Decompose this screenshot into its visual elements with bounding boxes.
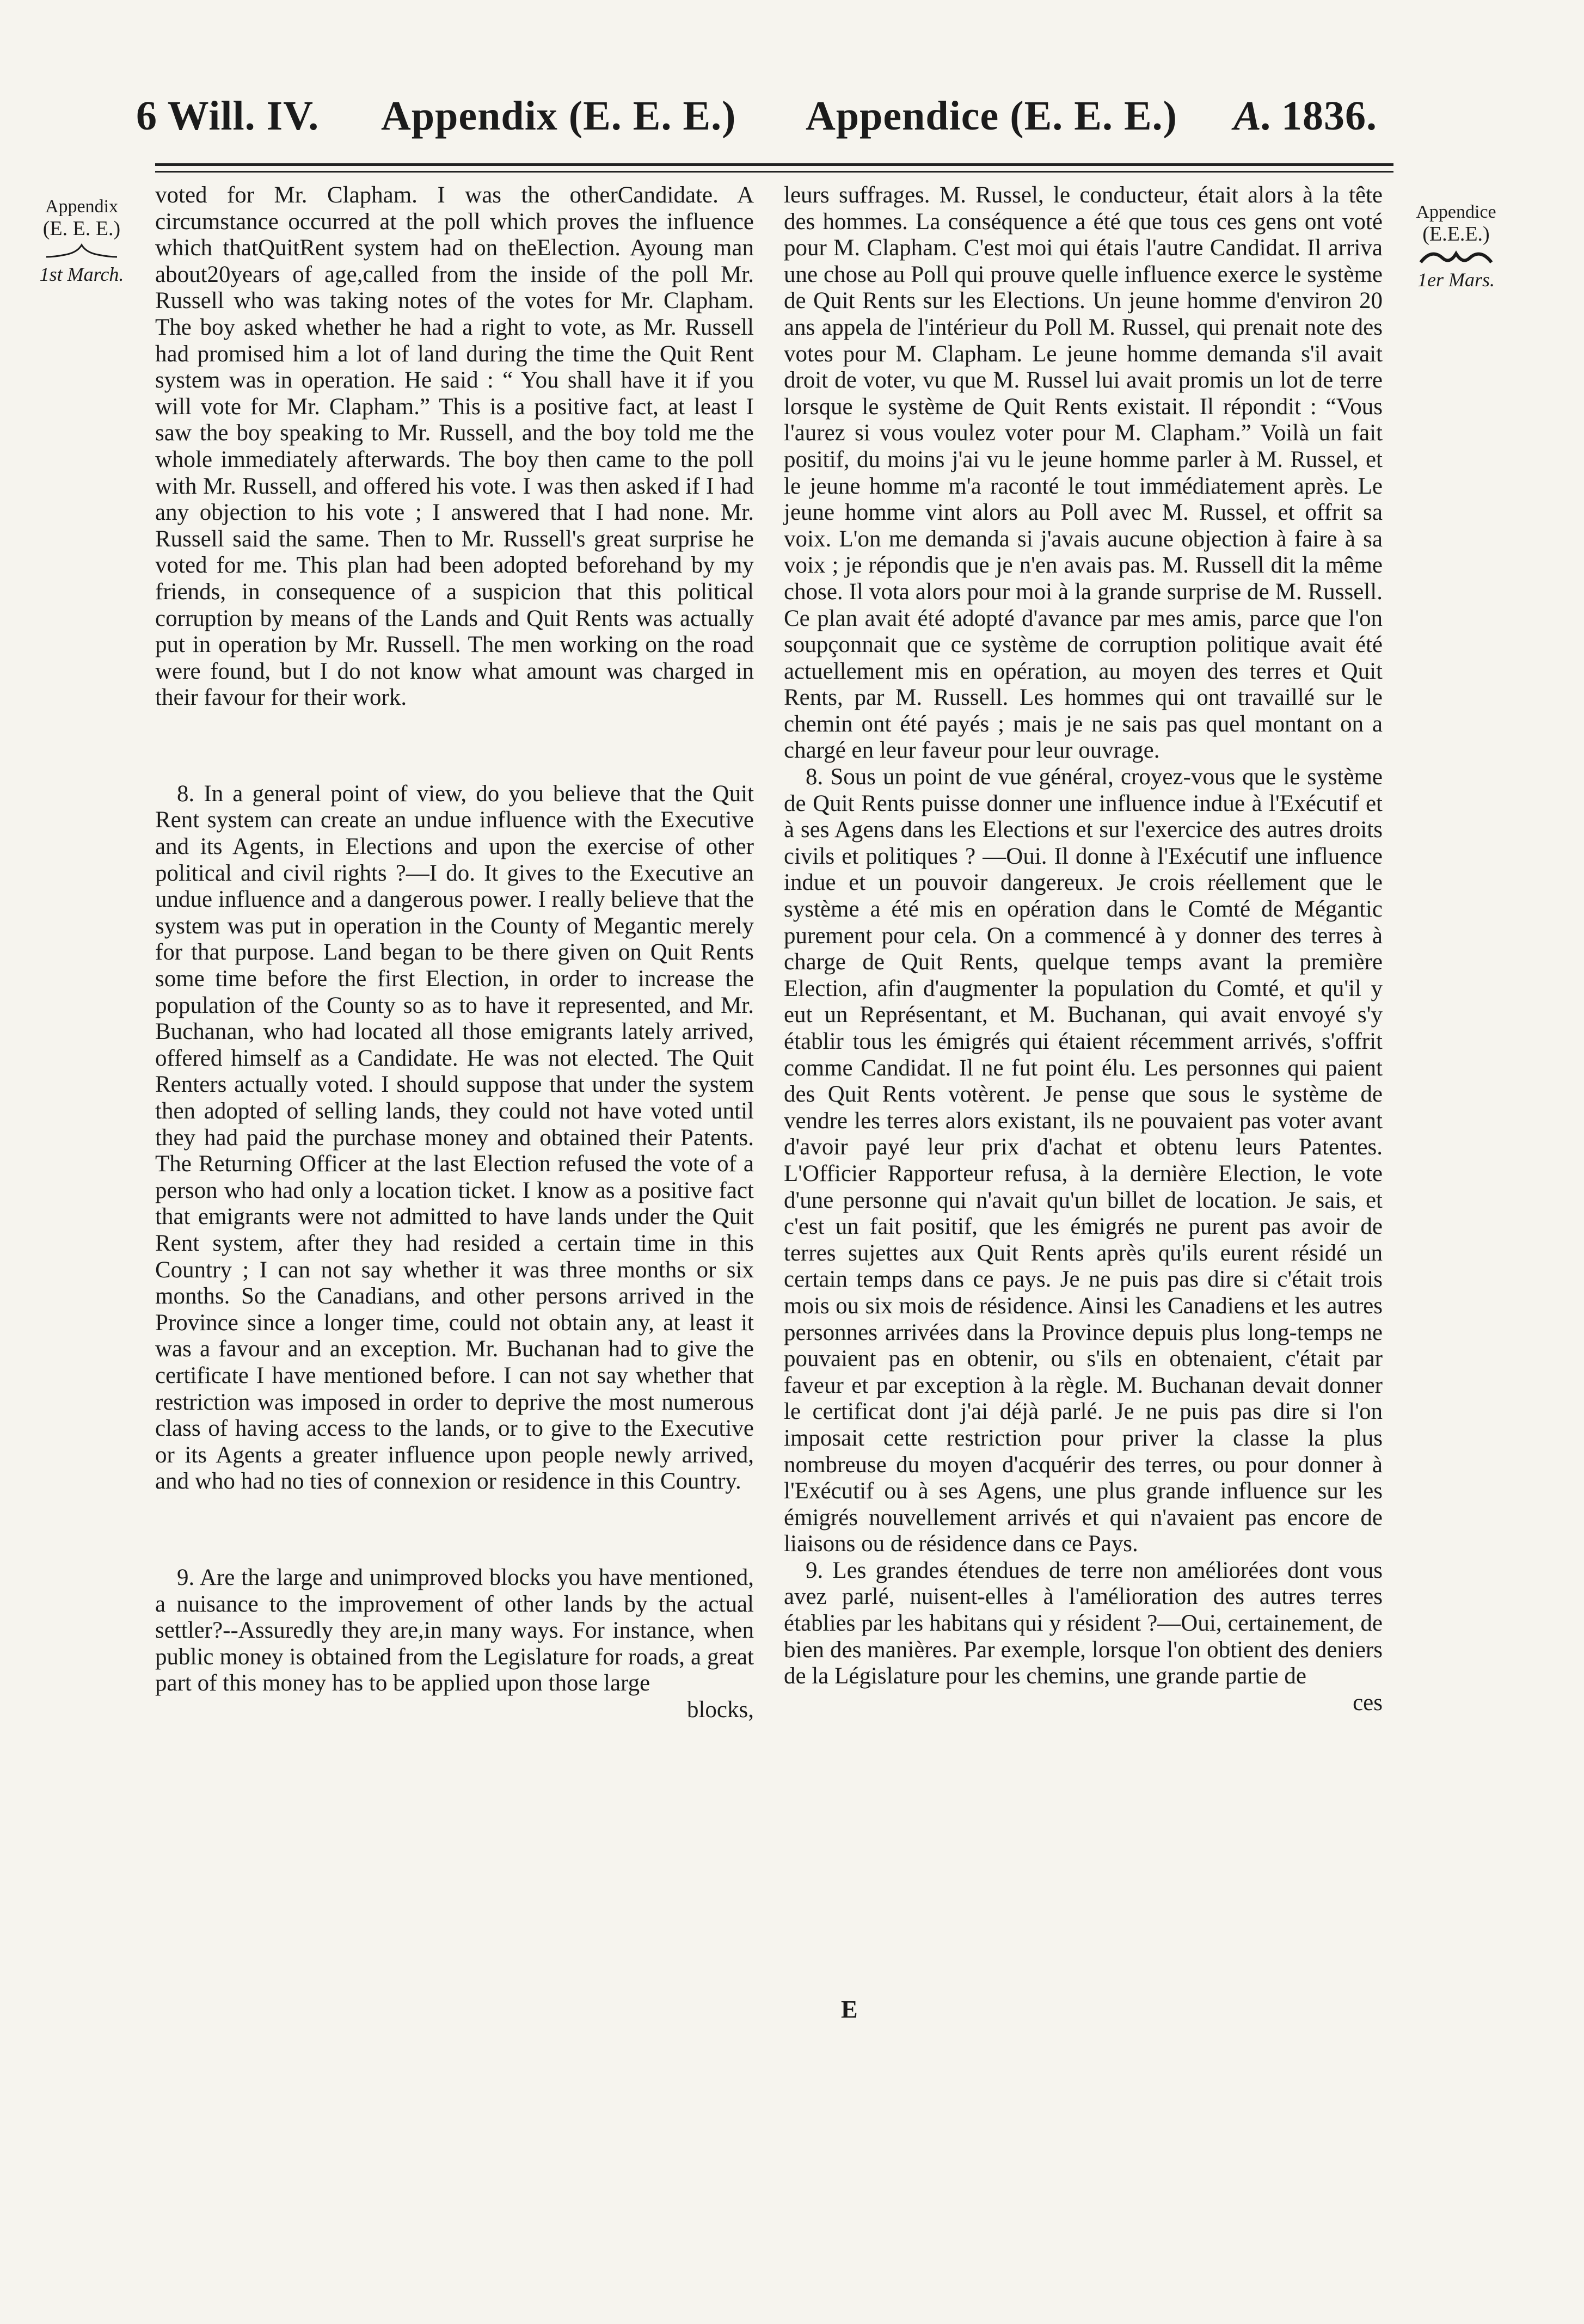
english-column: [155, 182, 754, 1723]
right-margin-date: 1er Mars.: [1417, 269, 1495, 291]
english-paragraph-continued: voted for Mr. Clapham. I was the otherCandidate. A circumstance occurred at the poll which proves the influence which thatQuitRent system had on theElection. Ayoung man about20years of age,called from the inside of the poll Mr. Russell who was taking notes of the votes for Mr. Clapham. The boy asked whether he had a right to vote, as Mr. Russell had promised him a lot of land during the time the Quit Rent system was in operation. He said : “ You shall have it if you will vote for Mr. Clapham.” This is a positive fact, at least I saw the boy speaking to Mr. Russell, and the boy told me the whole immediately afterwards. The boy then came to the poll with Mr. Russell, and offered his vote. I was then asked if I had any objection to his vote ; I answered that I had none. Mr. Russell said the same. Then to Mr. Russell's great surprise he voted for me. This plan had been adopted beforehand by my friends, in consequence of a suspicion that this political corruption by means of the Lands and Quit Rents was actually put in operation by Mr. Russell. The men working on the road were found, but I do not know what amount was charged in their favour for their work.: [155, 182, 754, 711]
swash-icon: [1418, 246, 1494, 268]
header-rule-thick: [155, 163, 1393, 166]
french-column: [784, 182, 1383, 1716]
french-paragraph-continued: leurs suffrages. M. Russel, le conducteur, était alors à la tête des hommes. La conséquence a été que tous ces gens ont voté pour M. Clapham. C'est moi qui étais l'autre Candidat. Il arriva une chose au Poll qui prouve quelle influence exerce le système de Quit Rents sur les Elections. Un jeune homme d'environ 20 ans appela de l'intérieur du Poll M. Russel, qui prenait note des votes pour M. Clapham. Le jeune homme demanda s'il avait droit de voter, vu que M. Russel lui avait promis un lot de terre lorsque le système de Quit Rents existait. Il répondit : “Vous l'aurez si vous voulez voter pour M. Clapham.” Voilà un fait positif, du moins j'ai vu le jeune homme parler à M. Russel, et le jeune homme m'a raconté le tout immédiatement après. Le jeune homme vint alors au Poll avec M. Russel, et offrit sa voix. L'on me demanda si j'avais aucune objection à faire à sa voix ; je répondis que je n'en avais pas. M. Russell dit la même chose. Il vota alors pour moi à la grande surprise de M. Russell. Ce plan avait été adopté d'avance par mes amis, parce que l'on soupçonnait que ce système de corruption politique avait été actuellement mis en opération, au moyen des terres et Quit Rents, par M. Russell. Les hommes qui ont travaillé sur le chemin ont été payés ; mais je ne sais pas quel montant on a chargé en leur faveur pour leur ouvrage.: [784, 182, 1383, 764]
page-header: [136, 93, 1377, 152]
english-catchword: blocks,: [686, 1696, 754, 1723]
left-margin-note: [22, 196, 142, 285]
year-heading: [1233, 93, 1377, 140]
header-rule-thin: [155, 171, 1393, 173]
left-margin-code: (E. E. E.): [42, 217, 121, 240]
left-margin-date: 1st March.: [39, 263, 124, 285]
french-catchword: ces: [1353, 1689, 1383, 1716]
french-question-8: 8. Sous un point de vue général, croyez-vous que le système de Quit Rents puisse donner une influence indue à l'Exécutif et à ses Agens dans les Elections et sur l'exercice des autres droits civils et politiques ? —Oui. Il donne à l'Exécutif une influence indue et un pouvoir dangereux. Je crois réellement que le système a été mis en opération dans le Comté de Mégantic purement pour cela. On a commencé à y donner des terres à charge de Quit Rents, quelque temps avant la première Election, afin d'augmenter la population du Comté, et qu'il y eut un Représentant, et M. Buchanan, qui avait envoyé s'y établir tous les émigrés qui étaient récemment arrivés, s'offrit comme Candidat. Il ne fut point élu. Les personnes qui paient des Quit Rents votèrent. Je pense que sous le système de vendre les terres alors existant, ils ne pouvaient pas voter avant d'avoir payé leur prix d'achat et obtenu leurs Patentes. L'Officier Rapporteur refusa, à la dernière Election, le vote d'une personne qui n'avait qu'un billet de location. Je sais, et c'est un fait positif, que les émigrés ne purent pas avoir de terres sujettes aux Quit Rents après qu'ils eurent résidé un certain temps dans ce pays. Je ne puis pas dire si c'était trois mois ou six mois de résidence. Ainsi les Canadiens et les autres personnes arrivées dans la Province depuis plus long-temps ne pouvaient pas en obtenir, ou s'ils en obtenaient, c'était par faveur et par exception à la règle. M. Buchanan devait donner le certificat dont j'ai déjà parlé. Je ne puis pas dire si l'on imposait cette restriction pour priver la classe la plus nombreuse du moyen d'acquérir des terres, ou pour donner à l'Exécutif ou à ses Agens, une plus grande influence sur les émigrés nouvellement arrivés et qui n'avaient pas encore de liaisons ou de résidence dans ce Pays.: [784, 764, 1383, 1557]
right-margin-code: (E.E.E.): [1422, 223, 1490, 245]
appendix-heading-fr: Appendice (E. E. E.): [806, 93, 1177, 139]
reign-heading: 6 Will. IV.: [136, 93, 320, 139]
right-margin-note: [1399, 201, 1513, 291]
left-margin-appendix: Appendix: [45, 196, 119, 217]
appendix-heading-en: Appendix (E. E. E.): [381, 93, 736, 139]
french-question-9: 9. Les grandes étendues de terre non améliorées dont vous avez parlé, nuisent-elles à l'amélioration des autres terres établies par les habitans qui y résident ?—Oui, certainement, de bien des manières. Par exemple, lorsque l'on obtient des deniers de la Législature pour les chemins, une grande partie de: [784, 1557, 1383, 1689]
english-question-9: 9. Are the large and unimproved blocks you have mentioned, a nuisance to the improvement of other lands by the actual settler?--Assuredly they are,in many ways. For instance, when public money is obtained from the Legislature for roads, a great part of this money has to be applied upon those large: [155, 1564, 754, 1696]
signature-mark: E: [841, 1995, 858, 2023]
brace-icon: [44, 241, 120, 262]
year-value: 1836.: [1281, 93, 1377, 139]
year-prefix: A.: [1233, 93, 1273, 139]
right-margin-appendix: Appendice: [1416, 202, 1496, 222]
english-question-8: 8. In a general point of view, do you believe that the Quit Rent system can create an undue influence with the Executive and its Agents, in Elections and upon the exercise of other political and civil rights ?—I do. It gives to the Executive an undue influence and a dangerous power. I really believe that the system was put in operation in the County of Megantic merely for that purpose. Land began to be there given on Quit Rents some time before the first Election, in order to increase the population of the County so as to have it represented, and Mr. Buchanan, who had located all those emigrants lately arrived, offered himself as a Candidate. He was not elected. The Quit Renters actually voted. I should suppose that under the system then adopted of selling lands, they could not have voted until they had paid the purchase money and obtained their Patents. The Returning Officer at the last Election refused the vote of a person who had only a location ticket. I know as a positive fact that emigrants were not admitted to have lands under the Quit Rent system, after they had resided a certain time in this Country ; I can not say whether it was three months or six months. So the Canadians, and other persons arrived in the Province since a longer time, could not obtain any, at least it was a favour and an exception. Mr. Buchanan had to give the certificate I have mentioned before. I can not say whether that restriction was imposed in order to deprive the most numerous class of having access to the lands, or to give to the Executive or its Agents a greater influence upon people newly arrived, and who had no ties of connexion or residence in this Country.: [155, 780, 754, 1495]
